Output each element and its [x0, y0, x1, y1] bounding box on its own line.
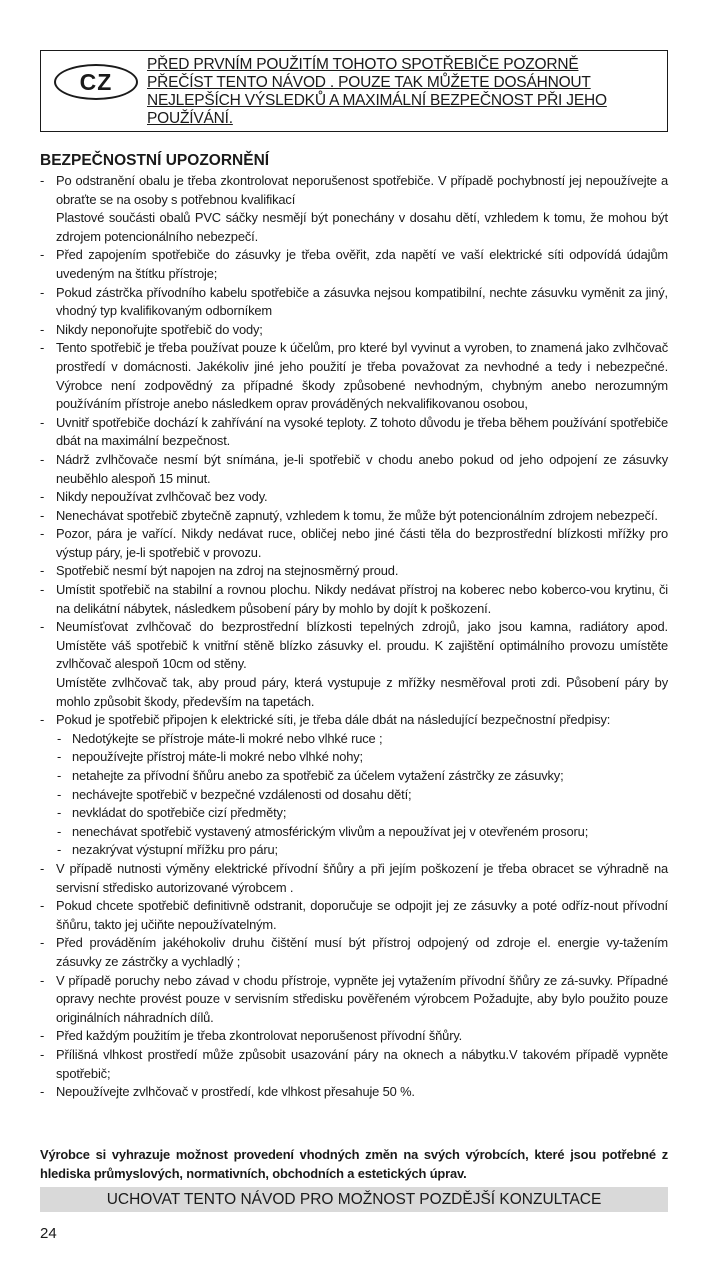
notice-line: PŘED PRVNÍM POUŽITÍM TOHOTO SPOTŘEBIČE POZORNĚ	[147, 56, 579, 73]
rule-item: - Pokud chcete spotřebič definitivně odstranit, doporučuje se odpojit jej ze zásuvky a poté odříz-nout přívodní šňůru, takto jej učiňte nepoužívatelným.	[40, 898, 668, 932]
rule-item: - Nenechávat spotřebič zbytečně zapnutý, vzhledem k tomu, že může být potencionálním zdrojem nebezpečí.	[40, 507, 658, 523]
rule-item: - Nádrž zvlhčovače nesmí být snímána, je-li spotřebič v chodu anebo pokud od jeho odpojení ze zásuvky neuběhlo alespoň 15 minut.	[40, 451, 668, 486]
rule-item: - Pokud zástrčka přívodního kabelu spotřebiče a zásuvka nejsou kompatibilní, nechte zásuvku vyměnit za jiný, vhodný typ kvalifikovaným odborníkem	[40, 284, 668, 319]
safety-rules-list	[40, 172, 668, 1102]
manufacturer-disclaimer: Výrobce si vyhrazuje možnost provedení vhodných změn na svých výrobcích, které jsou potřebné z hlediska průmyslových, normativních, obchodních a estetických úprav.	[40, 1147, 668, 1181]
rule-item: - Před každým použitím je třeba zkontrolovat neporušenost přívodní šňůry.	[40, 1028, 463, 1044]
rule-item: - Po odstranění obalu je třeba zkontrolovat neporušenost spotřebiče. V případě pochybností jej nepoužívejte a obraťte se na osoby s potřebnou kvalifikací	[40, 173, 668, 207]
rule-item: - Umístit spotřebič na stabilní a rovnou plochu. Nikdy nedávat přístroj na koberec nebo koberco-vou krytinu, či na delikátní nábytek, následkem působení páry by mohlo by dojít k poškození.	[40, 582, 668, 616]
rule-continuation: Umístěte zvlhčovač tak, aby proud páry, která vystupuje z mřížky nesměřoval proti zdi. Působení páry by mohlo způsobit škody, především na tapetách.	[56, 675, 668, 709]
rule-item: - Před prováděním jakéhokoliv druhu čištění musí být přístroj odpojený od zdroje el. energie vy-tažením zásuvky ze zástrčky a vychladlý ;	[40, 935, 668, 969]
sub-rule-item: - nenechávat spotřebič vystavený atmosférickým vlivům a nepoužívat jej v otevřeném prosoru;	[57, 823, 589, 839]
rule-item: - Nikdy nepoužívat zvlhčovač bez vody.	[40, 489, 268, 505]
rule-item: - Pozor, pára je vařící. Nikdy nedávat ruce, obličej nebo jiné části těla do bezprostřední blízkosti mřížky pro výstup páry, je-li spotřebič v provozu.	[40, 526, 668, 560]
sub-rule-item: - nechávejte spotřebič v bezpečné vzdálenosti od dosahu dětí;	[57, 786, 412, 802]
rule-item: - Uvnitř spotřebiče dochází k zahřívání na vysoké teploty. Z tohoto důvodu je třeba během používání spotřebiče dbát na maximální bezpečnost.	[40, 414, 668, 449]
footer-notice: UCHOVAT TENTO NÁVOD PRO MOŽNOST POZDĚJŠÍ KONZULTACE	[40, 1187, 668, 1212]
rule-item: - Pokud je spotřebič připojen k elektrické síti, je třeba dále dbát na následující bezpečnostní předpisy:	[40, 712, 611, 728]
sub-rule-item: - nepoužívejte přístroj máte-li mokré nebo vlhké nohy;	[57, 749, 363, 765]
section-title: BEZPEČNOSTNÍ UPOZORNĚNÍ	[40, 152, 270, 169]
rule-item: - Spotřebič nesmí být napojen na zdroj na stejnosměrný proud.	[40, 563, 399, 579]
notice-line: PŘEČÍST TENTO NÁVOD . POUZE TAK MŮŽETE DOSÁHNOUT	[147, 74, 591, 91]
rule-item: - Neumísťovat zvlhčovač do bezprostřední blízkosti tepelných zdrojů, jako jsou kamna, radiátory apod. Umístěte váš spotřebič k vnitřní stěně blízko zásuvky el. proudu. K zajištění optimálního provozu umístěte zvlhčovač alespoň 10cm od stěny.	[40, 619, 668, 672]
notice-box	[40, 50, 668, 132]
sub-rule-item: - nevkládat do spotřebiče cizí předměty;	[57, 805, 287, 821]
rule-item: - Před zapojením spotřebiče do zásuvky je třeba ověřit, zda napětí ve vaší elektrické síti odpovídá údajům uvedeným na štítku přístroje;	[40, 247, 668, 281]
rule-item: - Tento spotřebič je třeba používat pouze k účelům, pro které byl vyvinut a vyroben, to znamená jako zvlhčovač prostředí v domácnosti. Jakékoliv jiné jeho použití je třeba považovat za nevhodné a tedy i nebezpečné. Výrobce není zodpovědný za případné škody způsobené nevhodným, chybným anebo nerozumným používáním přístroje anebo následkem oprav prováděných nekvalifikovanou osobou,	[40, 340, 668, 412]
page-number: 24	[40, 1225, 57, 1242]
rule-continuation: Plastové součásti obalů PVC sáčky nesmějí být ponechány v dosahu dětí, vzhledem k tomu, že mohou být zdrojem potencionálního nebezpečí.	[56, 210, 668, 244]
notice-text	[147, 56, 657, 128]
notice-line: POUŽÍVÁNÍ.	[147, 110, 233, 127]
rule-item: - Nikdy neponořujte spotřebič do vody;	[40, 321, 263, 337]
notice-line: NEJLEPŠÍCH VÝSLEDKŮ A MAXIMÁLNÍ BEZPEČNOST PŘI JEHO	[147, 92, 607, 109]
sub-rule-item: - netahejte za přívodní šňůru anebo za spotřebič za účelem vytažení zástrčky ze zásuvky;	[57, 768, 564, 783]
rule-item: - Přílišná vlhkost prostředí může způsobit usazování páry na oknech a nábytku.V takovém případě vypněte spotřebič;	[40, 1046, 668, 1081]
language-badge: CZ	[54, 64, 138, 100]
rule-item: - V případě poruchy nebo závad v chodu přístroje, vypněte jej vytažením přívodní šňůry ze zá-suvky. Případné opravy nechte provést pouze v servisním středisku pověřeném výrobcem Požadujte, aby bylo použito pouze originálních náhradních dílů.	[40, 972, 668, 1025]
sub-rule-item: - Nedotýkejte se přístroje máte-li mokré nebo vlhké ruce ;	[57, 730, 383, 746]
rule-item: - Nepoužívejte zvlhčovač v prostředí, kde vlhkost přesahuje 50 %.	[40, 1084, 415, 1100]
sub-rule-item: - nezakrývat výstupní mřížku pro páru;	[57, 842, 278, 858]
rule-item: - V případě nutnosti výměny elektrické přívodní šňůry a při jejím poškození je třeba obracet se výhradně na servisní středisko autorizované výrobcem .	[40, 860, 668, 895]
